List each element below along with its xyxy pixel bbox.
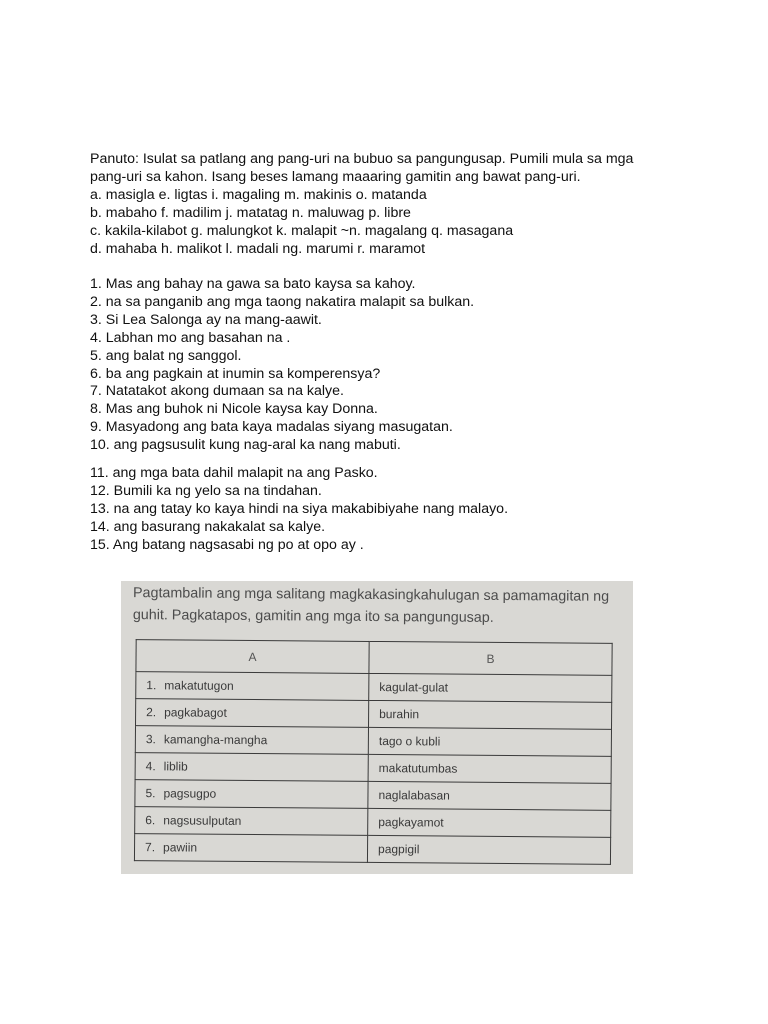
column-a-word: pagkabagot	[164, 705, 227, 720]
row-number: 7.	[144, 840, 156, 855]
matching-table-photo	[121, 581, 633, 874]
sentence-item: 4. Labhan mo ang basahan na .	[90, 329, 291, 346]
column-a-cell	[134, 834, 367, 863]
sentence-item: 15. Ang batang nagsasabi ng po at opo ay .	[90, 536, 364, 553]
sentence-item: 9. Masyadong ang bata kaya madalas siyang masugatan.	[90, 419, 453, 436]
row-number: 2.	[146, 705, 157, 720]
column-b-cell: burahin	[369, 700, 612, 729]
choice-line: b. mabaho f. madilim j. matatag n. maluwag p. libre	[90, 204, 411, 221]
table-row	[136, 672, 612, 703]
row-number: 6.	[145, 813, 156, 828]
sentence-item: 6. ba ang pagkain at inumin sa komperensya?	[90, 365, 381, 382]
table-row	[136, 699, 612, 730]
sentence-item: 13. na ang tatay ko kaya hindi na siya makabibiyahe nang malayo.	[90, 500, 509, 517]
choice-line: c. kakila-kilabot g. malungkot k. malapit ~n. magalang q. masagana	[90, 222, 514, 239]
photo-instruction	[133, 582, 625, 630]
sentence-item: 8. Mas ang buhok ni Nicole kaysa kay Donna.	[90, 401, 378, 418]
column-a-header: A	[136, 640, 369, 674]
photo-instruction-line: guhit. Pagkatapos, gamitin ang mga ito sa pangungusap.	[132, 607, 494, 626]
column-b-cell: pagpigil	[367, 835, 610, 864]
column-a-cell	[136, 672, 369, 701]
matching-table	[134, 639, 613, 865]
row-number: 1.	[146, 678, 157, 693]
worksheet-text	[90, 151, 690, 555]
row-number: 5.	[145, 786, 156, 801]
choice-line: a. masigla e. ligtas i. magaling m. makinis o. matanda	[90, 186, 427, 203]
table-row	[135, 726, 611, 757]
sentence-item: 1. Mas ang bahay na gawa sa bato kaysa sa kahoy.	[90, 276, 416, 293]
column-a-cell	[135, 780, 368, 809]
choice-line: d. mahaba h. malikot l. madali ng. marumi r. maramot	[90, 240, 426, 257]
column-a-cell	[135, 726, 368, 755]
sentence-item: 3. Si Lea Salonga ay na mang-aawit.	[90, 311, 322, 328]
table-header-row	[136, 640, 612, 676]
column-b-cell: pagkayamot	[368, 808, 611, 837]
column-a-cell	[135, 753, 368, 782]
table-row	[135, 780, 611, 811]
column-b-cell: naglalabasan	[368, 781, 611, 810]
column-a-cell	[136, 699, 369, 728]
sentence-item: 5. ang balat ng sanggol.	[90, 347, 242, 364]
sentence-item: 2. na sa panganib ang mga taong nakatira malapit sa bulkan.	[90, 293, 475, 310]
column-a-word: kamangha-mangha	[163, 732, 268, 748]
column-b-cell: kagulat-gulat	[369, 673, 612, 702]
column-a-word: pawiin	[162, 840, 198, 855]
column-b-cell: tago o kubli	[368, 727, 611, 756]
column-a-word: nagsusulputan	[163, 813, 242, 828]
instruction-line: Panuto: Isulat sa patlang ang pang-uri na bubuo sa pangungusap. Pumili mula sa mga	[90, 151, 634, 167]
column-a-word: liblib	[163, 759, 188, 774]
column-a-cell	[135, 807, 368, 836]
sentence-item: 12. Bumili ka ng yelo sa na tindahan.	[90, 483, 322, 499]
row-number: 3.	[145, 732, 156, 747]
row-number: 4.	[145, 759, 156, 774]
sentence-item: 7. Natatakot akong dumaan sa na kalye.	[90, 383, 344, 400]
photo-instruction-line: Pagtambalin ang mga salitang magkakasingkahulugan sa pamamagitan ng	[132, 585, 610, 605]
column-a-word: makatutugon	[164, 678, 234, 693]
instruction-line: pang-uri sa kahon. Isang beses lamang maaaring gamitin ang bawat pang-uri.	[90, 168, 581, 185]
table-row	[135, 753, 611, 784]
column-a-word: pagsugpo	[163, 786, 217, 801]
column-b-header: B	[369, 641, 612, 675]
table-row	[135, 807, 611, 838]
sentence-item: 14. ang basurang nakakalat sa kalye.	[90, 518, 326, 535]
column-b-cell: makatutumbas	[368, 754, 611, 783]
sentence-item: 10. ang pagsusulit kung nag-aral ka nang mabuti.	[90, 437, 401, 454]
sentence-item: 11. ang mga bata dahil malapit na ang Pasko.	[90, 465, 378, 482]
table-row	[134, 834, 610, 865]
